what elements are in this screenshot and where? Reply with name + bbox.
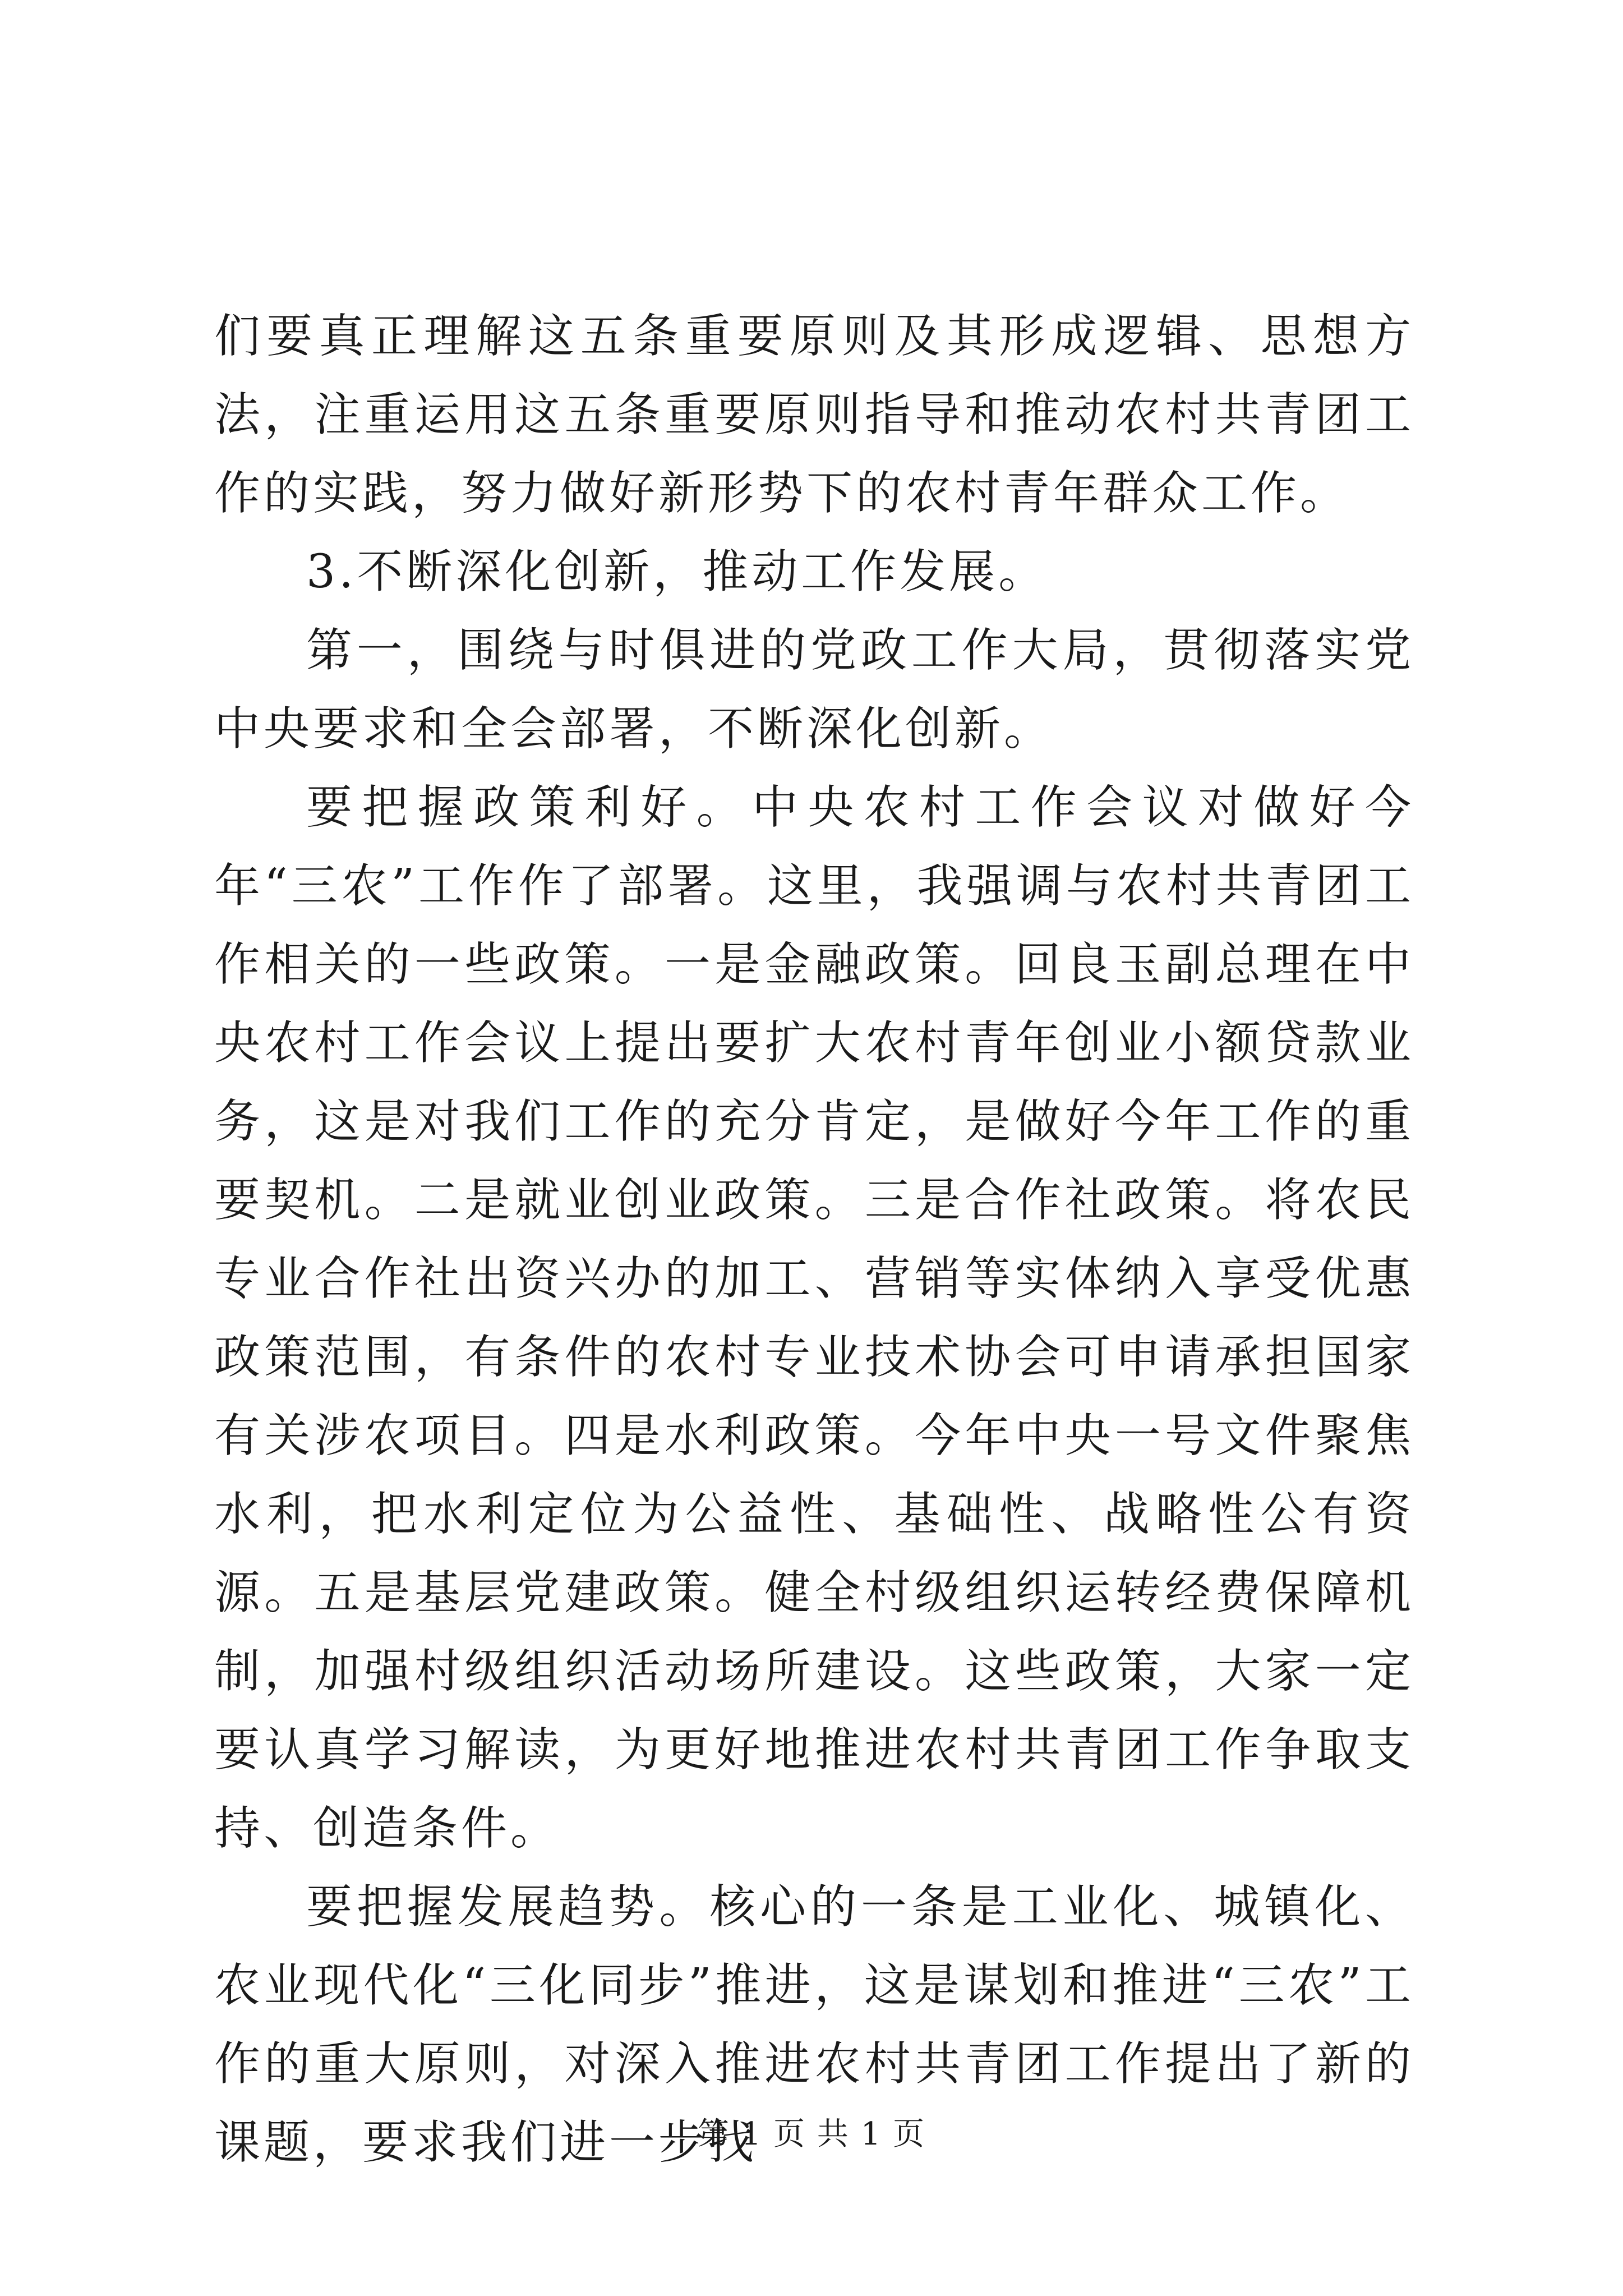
section-heading: 3.不断深化创新，推动工作发展。 bbox=[306, 545, 1048, 599]
paragraph: 要把握发展趋势。核心的一条是工业化、城镇化、农业现代化“三化同步”推进，这是谋划和推进“三农”工作的重大原则，对深入推进农村共青团工作提出了新的课题，要求我们进一步找 bbox=[214, 1880, 1414, 2169]
paragraph: 第一，围绕与时俱进的党政工作大局，贯彻落实党中央要求和全会部署，不断深化创新。 bbox=[214, 624, 1414, 756]
paragraph-continuation: 们要真正理解这五条重要原则及其形成逻辑、思想方法，注重运用这五条重要原则指导和推动农村共青团工作的实践，努力做好新形势下的农村青年群众工作。 bbox=[214, 310, 1414, 520]
document-body bbox=[214, 297, 1414, 2182]
paragraph: 要把握政策利好。中央农村工作会议对做好今年“三农”工作作了部署。这里，我强调与农村共青团工作相关的一些政策。一是金融政策。回良玉副总理在中央农村工作会议上提出要扩大农村青年创业小额贷款业务，这是对我们工作的充分肯定，是做好今年工作的重要契机。二是就业创业政策。三是合作社政策。将农民专业合作社出资兴办的加工、营销等实体纳入享受优惠政策范围，有条件的农村专业技术协会可申请承担国家有关涉农项目。四是水利政策。今年中央一号文件聚焦水利，把水利定位为公益性、基础性、战略性公有资源。五是基层党建政策。健全村级组织运转经费保障机制，加强村级组织活动场所建设。这些政策，大家一定要认真学习解读，为更好地推进农村共青团工作争取支持、创造条件。 bbox=[214, 781, 1414, 1855]
page-number-footer: 第 1 页 共 1 页 bbox=[697, 2116, 926, 2152]
